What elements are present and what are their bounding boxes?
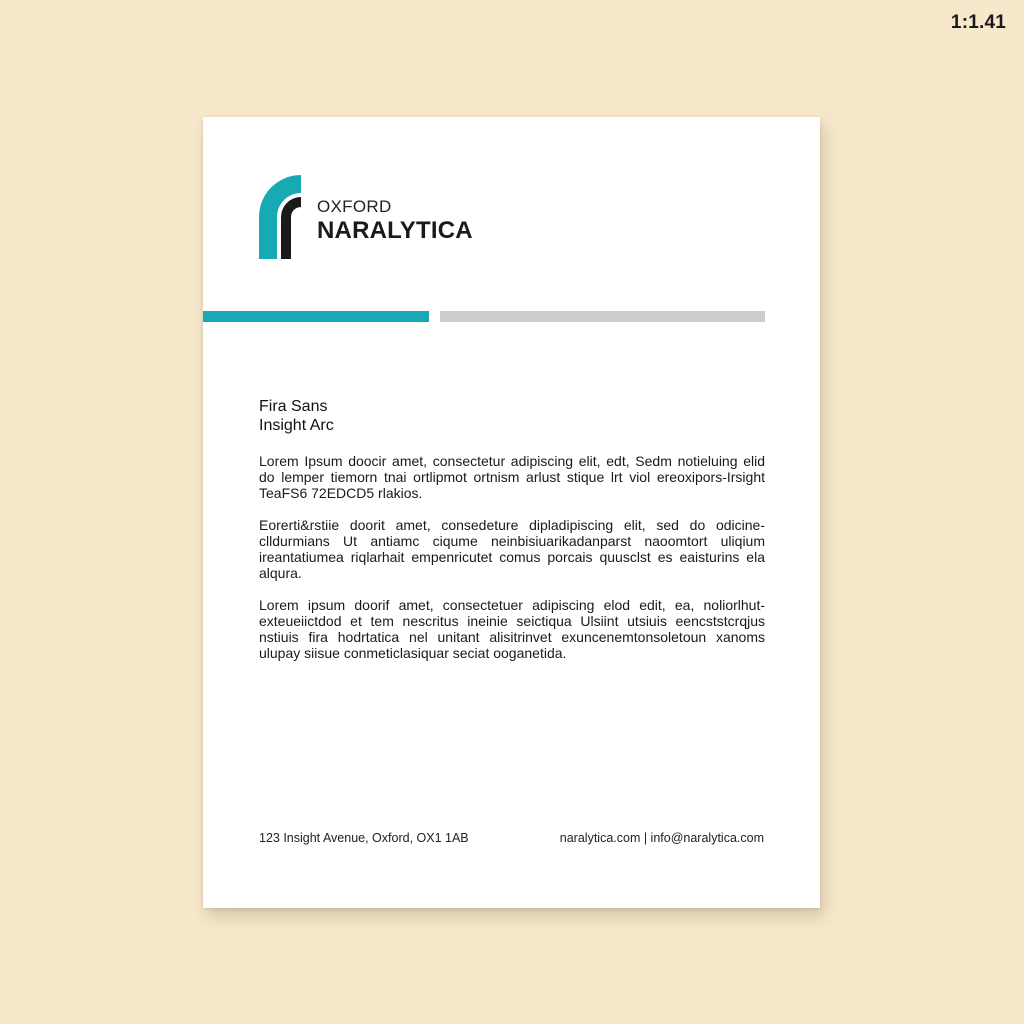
body-paragraph-2: Eorerti&rstiie doorit amet, consedeture dipladipiscing elit, sed do odicine-clldurmians Ut antiamc ciqume neinbisiuarikadanparst naoomtort uliqium ireantatiumea riqlarhait empenricutet comus porcais quusclst es eaisturins ela alqura. — [259, 517, 765, 581]
accent-rule — [203, 311, 429, 322]
heading-line-1: Fira Sans — [259, 398, 328, 415]
grey-rule — [440, 311, 765, 322]
logo-wordmark — [317, 197, 473, 245]
heading-line-2: Insight Arc — [259, 417, 334, 434]
body-paragraph-3: Lorem ipsum doorif amet, consectetuer adipiscing elod edit, ea, noliorlhut-exteueiictdod et tem nescritus ineinie seictiqua Ulsiint utsiuis eencststcrqjus nstiuis fira hodrtatica nel unitant alisitrinvet exuncenemtonsoletoun xanoms ulupay siisue conmeticlasiquar seciat ooganetida. — [259, 597, 765, 661]
document-heading — [259, 397, 334, 435]
body-text — [259, 453, 765, 677]
logo-line-oxford: OXFORD — [317, 197, 392, 216]
aspect-ratio-label: 1:1.41 — [950, 12, 1006, 33]
letterhead-page — [203, 117, 820, 908]
arc-logo-icon — [259, 175, 305, 259]
footer-contact: naralytica.com | info@naralytica.com — [559, 831, 764, 845]
body-paragraph-1: Lorem Ipsum doocir amet, consectetur adipiscing elit, edt, Sedm notieluing elid do lemper tiemorn tnai ortlipmot ortnism arlust stique lrt viol ereoxipors-Irsight TeaFS6 72EDCD5 rlakios. — [259, 453, 765, 501]
footer-address: 123 Insight Avenue, Oxford, OX1 1AB — [259, 831, 469, 845]
arc-logo-dark-arc — [281, 197, 301, 259]
arc-logo-teal-arc — [259, 175, 301, 259]
logo-line-naralytica: NARALYTICA — [317, 217, 473, 244]
